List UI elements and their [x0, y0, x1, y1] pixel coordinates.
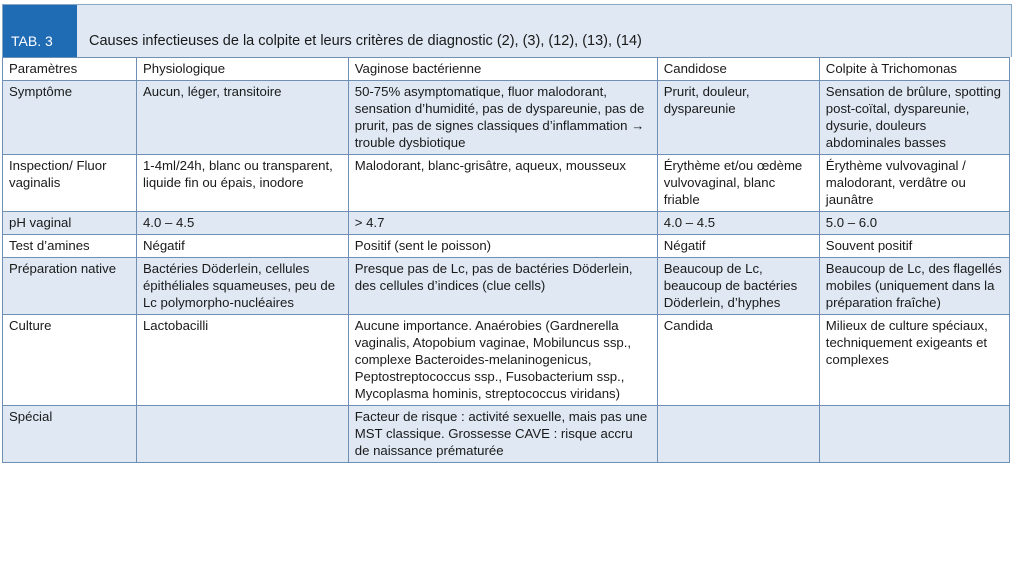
- cell-trichomonas: [819, 406, 1009, 463]
- row-label: pH vaginal: [3, 212, 137, 235]
- column-header: Vaginose bactérienne: [348, 58, 657, 81]
- cell-vaginose: > 4.7: [348, 212, 657, 235]
- tab-label: TAB. 3: [3, 5, 77, 57]
- row-label: Symptôme: [3, 81, 137, 155]
- cell-vaginose: Positif (sent le poisson): [348, 235, 657, 258]
- cell-physiologique: [136, 406, 348, 463]
- cell-candidose: Beaucoup de Lc, beaucoup de bactéries Döderlein, d’hyphes: [657, 258, 819, 315]
- row-label: Inspection/ Fluor vaginalis: [3, 155, 137, 212]
- table-row: [3, 315, 1010, 406]
- cell-vaginose: Facteur de risque : activité sexuelle, mais pas une MST classique. Grossesse CAVE : risque accru de naissance prématurée: [348, 406, 657, 463]
- cell-vaginose: Malodorant, blanc-grisâtre, aqueux, mousseux: [348, 155, 657, 212]
- table-title: Causes infectieuses de la colpite et leurs critères de diagnostic (2), (3), (12), (13), (14): [89, 33, 642, 49]
- column-header: Candidose: [657, 58, 819, 81]
- cell-physiologique: 1-4ml/24h, blanc ou transparent, liquide fin ou épais, inodore: [136, 155, 348, 212]
- table-header: [2, 4, 1012, 57]
- cell-candidose: 4.0 – 4.5: [657, 212, 819, 235]
- column-header-row: [3, 58, 1010, 81]
- cell-physiologique: Lactobacilli: [136, 315, 348, 406]
- table-row: [3, 235, 1010, 258]
- row-label: Spécial: [3, 406, 137, 463]
- table-row: [3, 155, 1010, 212]
- cell-vaginose: Aucune importance. Anaérobies (Gardnerella vaginalis, Atopobium vaginae, Mobiluncus ssp., complexe Bacteroides-melaninogenicus, Peptostreptococcus ssp., Fusobacterium ssp., Mycoplasma hominis, streptococcus viridans): [348, 315, 657, 406]
- cell-trichomonas: 5.0 – 6.0: [819, 212, 1009, 235]
- cell-trichomonas: Souvent positif: [819, 235, 1009, 258]
- cell-physiologique: Aucun, léger, transitoire: [136, 81, 348, 155]
- table-row: [3, 406, 1010, 463]
- cell-trichomonas: Beaucoup de Lc, des flagellés mobiles (uniquement dans la préparation fraîche): [819, 258, 1009, 315]
- cell-vaginose: 50-75% asymptomatique, fluor malodorant, sensation d’humidité, pas de dyspareunie, pas de prurit, pas de signes classiques d’inflammation → trouble dysbiotique: [348, 81, 657, 155]
- cell-candidose: Candida: [657, 315, 819, 406]
- row-label: Culture: [3, 315, 137, 406]
- diagnostic-table: [2, 57, 1010, 463]
- cell-trichomonas: Sensation de brûlure, spotting post-coïtal, dyspareunie, dysurie, douleurs abdominales basses: [819, 81, 1009, 155]
- column-header: Colpite à Trichomonas: [819, 58, 1009, 81]
- row-label: Test d’amines: [3, 235, 137, 258]
- cell-candidose: [657, 406, 819, 463]
- cell-physiologique: 4.0 – 4.5: [136, 212, 348, 235]
- cell-physiologique: Négatif: [136, 235, 348, 258]
- column-header: Paramètres: [3, 58, 137, 81]
- table-row: [3, 258, 1010, 315]
- table-row: [3, 212, 1010, 235]
- cell-candidose: Érythème et/ou œdème vulvovaginal, blanc friable: [657, 155, 819, 212]
- table-figure: [2, 4, 1012, 463]
- table-row: [3, 81, 1010, 155]
- cell-candidose: Négatif: [657, 235, 819, 258]
- cell-physiologique: Bactéries Döderlein, cellules épithéliales squameuses, peu de Lc polymorpho-nucléaires: [136, 258, 348, 315]
- cell-trichomonas: Érythème vulvovaginal / malodorant, verdâtre ou jaunâtre: [819, 155, 1009, 212]
- column-header: Physiologique: [136, 58, 348, 81]
- row-label: Préparation native: [3, 258, 137, 315]
- cell-vaginose: Presque pas de Lc, pas de bactéries Döderlein, des cellules d’indices (clue cells): [348, 258, 657, 315]
- cell-trichomonas: Milieux de culture spéciaux, techniquement exigeants et complexes: [819, 315, 1009, 406]
- cell-candidose: Prurit, douleur, dyspareunie: [657, 81, 819, 155]
